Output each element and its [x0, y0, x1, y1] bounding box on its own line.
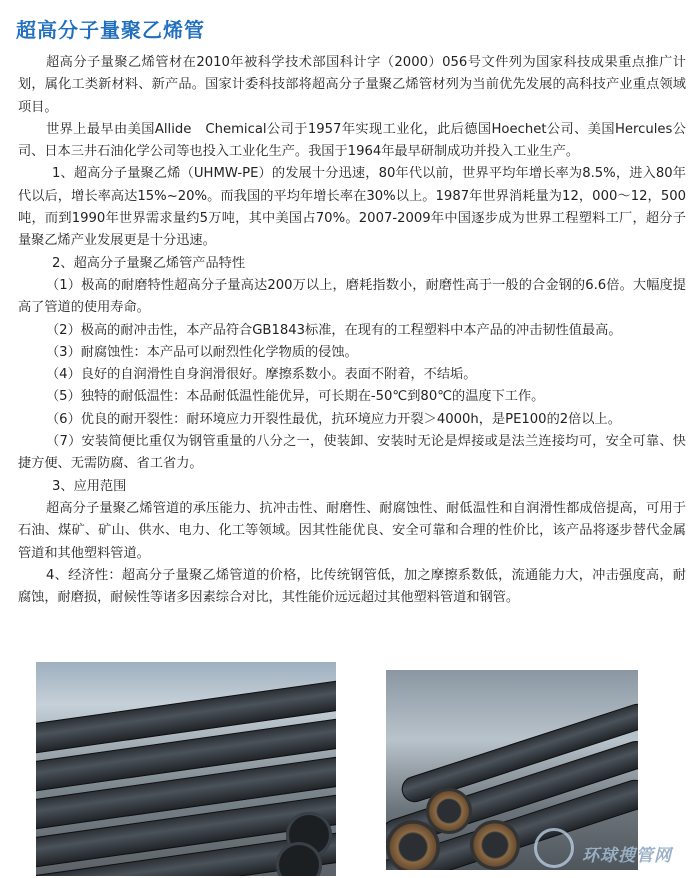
- feature-item: （6）优良的耐开裂性：耐环境应力开裂性最优，抗环境应力开裂＞4000h，是PE100的2倍以上。: [46, 411, 621, 427]
- globe-logo-icon: [534, 828, 574, 868]
- section-heading-features: 2、超高分子量聚乙烯管产品特性: [52, 255, 246, 271]
- feature-item: （3）耐腐蚀性：本产品可以耐烈性化学物质的侵蚀。: [46, 344, 358, 360]
- paragraph-history: 世界上最早由美国Allide Chemical公司于1957年实现工业化，此后德国Hoechet公司、美国Hercules公司、日本三井石油化学公司等也投入工业化生产。我国于1964年最早研制成功并投入工业生产。: [18, 121, 686, 160]
- photo-strip: [0, 658, 700, 878]
- paragraph-economy: 4、经济性：超高分子量聚乙烯管道的价格，比传统钢管低，加之摩擦系数低，流通能力大，冲击强度高，耐腐蚀，耐磨损，耐候性等诸多因素综合对比，其性能价远远超过其他塑料管道和钢管。: [18, 567, 686, 606]
- section-heading-applications: 3、应用范围: [52, 478, 127, 494]
- paragraph-intro: 超高分子量聚乙烯管材在2010年被科学技术部国科计字（2000）056号文件列为国家科技成果重点推广计划，属化工类新材料、新产品。国家计委科技部将超高分子量聚乙烯管材列为当前优先发展的高科技产业重点领域项目。: [18, 55, 686, 115]
- feature-item: （7）安装简便比重仅为钢管重量的八分之一，使装卸、安装时无论是焊接或是法兰连接均可，安全可靠、快捷方便、无需防腐、省工省力。: [18, 434, 686, 472]
- pipe-stack-photo: [36, 662, 336, 876]
- feature-item: （1）极高的耐磨特性超高分子量高达200万以上，磨耗指数小，耐磨性高于一般的合金钢的6.6倍。大幅度提高了管道的使用寿命。: [18, 277, 686, 316]
- feature-item: （2）极高的耐冲击性，本产品符合GB1843标准，在现有的工程塑料中本产品的冲击韧性值最高。: [46, 322, 622, 338]
- paragraph-development: 1、超高分子量聚乙烯（UHMW-PE）的发展十分迅速，80年代以前，世界平均年增长率为8.5%，进入80年代以后，增长率高达15%~20%。而我国的平均年增长率在30%以上。1987年世界消耗量为12，000～12，500吨，而到1990年世界需求量约5万吨，其中美国占70%。2007-2009年中国逐步成为世界工程塑料工厂，超分子量聚乙烯产业发展更是十分迅速。: [18, 166, 686, 249]
- article-body: [18, 52, 686, 609]
- flanged-pipe-photo: [386, 670, 638, 870]
- watermark: 环球搜管网: [582, 846, 672, 866]
- paragraph-applications: 超高分子量聚乙烯管道的承压能力、抗冲击性、耐磨性、耐腐蚀性、耐低温性和自润滑性都成倍提高，可用于石油、煤矿、矿山、供水、电力、化工等领域。因其性能优良、安全可靠和合理的性价比，该产品将逐步替代金属管道和其他塑料管道。: [18, 500, 686, 561]
- page-title: 超高分子量聚乙烯管: [16, 18, 205, 42]
- feature-item: （5）独特的耐低温性：本品耐低温性能优异，可长期在-50℃到80℃的温度下工作。: [46, 389, 545, 405]
- feature-item: （4）良好的自润滑性自身润滑很好。摩擦系数小。表面不附着，不结垢。: [46, 367, 477, 383]
